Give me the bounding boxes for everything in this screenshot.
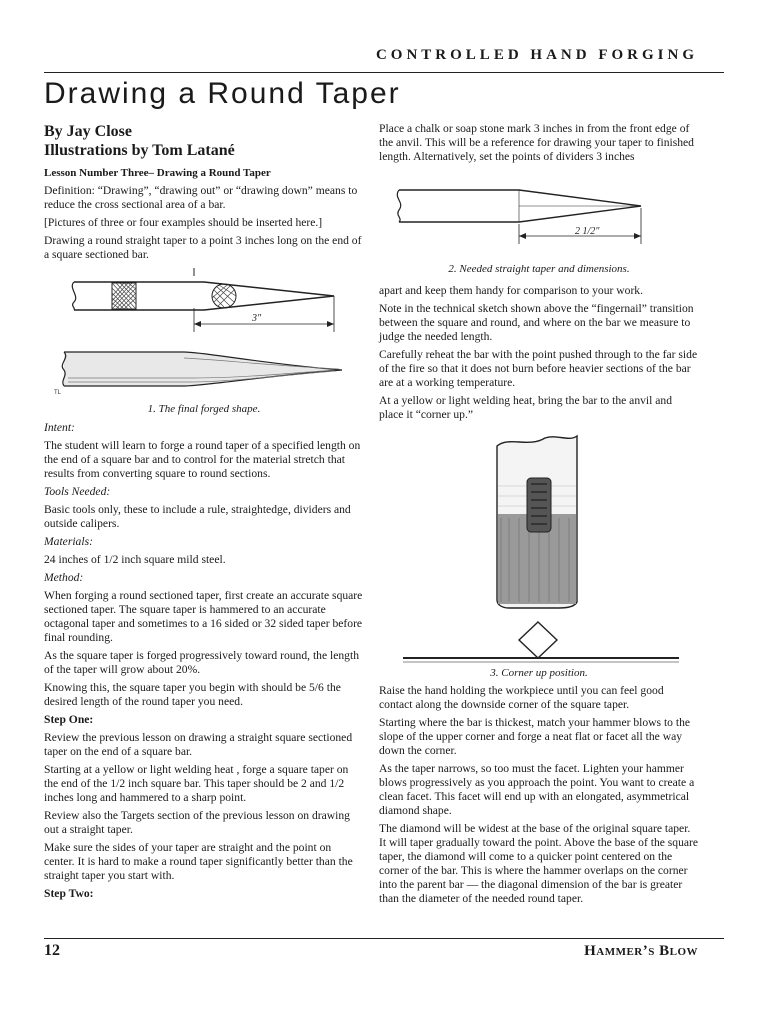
dividers-paragraph: apart and keep them handy for comparison to your work.	[379, 284, 644, 297]
page-number: 12	[44, 942, 60, 959]
magazine-name: Hammer’s Blow	[584, 943, 698, 959]
intent-paragraph: The student will learn to forge a round taper of a specified length on the end of a square bar and to control for the material stretch that results from converting square to round sections.	[44, 439, 361, 480]
forged-taper-illustration	[44, 268, 364, 398]
step-one-heading: Step One:	[44, 713, 94, 726]
figure-3-caption: 3. Corner up position.	[490, 667, 588, 679]
figure-1	[44, 262, 364, 417]
article-title: Drawing a Round Taper	[44, 77, 401, 110]
lesson-heading: Lesson Number Three– Drawing a Round Taper	[44, 167, 271, 179]
step-one-paragraph-3: Review also the Targets section of the previous lesson on drawing out a straight taper.	[44, 809, 350, 836]
corner-up-illustration	[379, 426, 699, 666]
running-head: CONTROLLED HAND FORGING	[375, 47, 698, 63]
fig2-dimension-label: 2 1/2"	[575, 226, 600, 237]
figure-2	[379, 164, 699, 280]
reheat-paragraph: Carefully reheat the bar with the point pushed through to the far side of the fire so that it does not burn before heavier sections of the bar are at a working temperature.	[379, 348, 698, 389]
footer-rule	[44, 938, 724, 939]
fingernail-paragraph: Note in the technical sketch shown above the “fingernail” transition between the square and round, and where on the bar we measure to judge the needed length.	[379, 302, 694, 343]
straight-taper-sketch	[379, 172, 699, 262]
corner-up-paragraph: At a yellow or light welding heat, bring the bar to the anvil and place it “corner up.”	[379, 394, 672, 421]
task-paragraph: Drawing a round straight taper to a point 3 inches long on the end of a square sectioned bar.	[44, 234, 362, 261]
definition-paragraph: Definition: “Drawing”, “drawing out” or “drawing down” means to reduce the cross sectional area of a bar.	[44, 184, 358, 211]
illustrator-byline: Illustrations by Tom Latané	[44, 142, 235, 159]
step-one-paragraph-2: Starting at a yellow or light welding heat , forge a square taper on the end of the 1/2 inch square bar. This taper should be 2 and 1/2 inches long and hammered to a sharp point.	[44, 763, 349, 804]
fig1-dimension-label: 3"	[252, 313, 262, 324]
figure-1-caption: 1. The final forged shape.	[147, 403, 261, 415]
chalk-mark-paragraph: Place a chalk or soap stone mark 3 inches in from the front edge of the anvil. This will be a reference for drawing your taper to finished length. Alternatively, set the points of dividers 3 inches	[379, 122, 694, 163]
placeholder-note: [Pictures of three or four examples should be inserted here.]	[44, 216, 323, 229]
tools-heading: Tools Needed:	[44, 485, 111, 498]
facet-paragraph: As the taper narrows, so too must the facet. Lighten your hammer blows progressively as you approach the point. You want to create a clean facet. This facet will end up with an elongated, asymmetrical diamond shape.	[379, 762, 695, 817]
method-paragraph-3: Knowing this, the square taper you begin with should be 5/6 the desired length of the round taper you need.	[44, 681, 341, 708]
step-two-heading: Step Two:	[44, 887, 94, 900]
step-one-paragraph-1: Review the previous lesson on drawing a straight square sectioned taper on the end of a square bar.	[44, 731, 353, 758]
raise-hand-paragraph: Raise the hand holding the workpiece until you can feel good contact along the downside corner of the square taper.	[379, 684, 664, 711]
materials-heading: Materials:	[44, 535, 93, 548]
intent-heading: Intent:	[44, 421, 75, 434]
tools-paragraph: Basic tools only, these to include a rule, straightedge, dividers and outside calipers.	[44, 503, 351, 530]
method-heading: Method:	[44, 571, 84, 584]
right-column	[379, 122, 699, 906]
left-column	[44, 122, 364, 901]
figure-3	[379, 422, 699, 680]
materials-paragraph: 24 inches of 1/2 inch square mild steel.	[44, 553, 226, 566]
hammer-blows-paragraph: Starting where the bar is thickest, match your hammer blows to the slope of the upper corner and forge a neat flat or facet all the way down the corner.	[379, 716, 691, 757]
method-paragraph-2: As the square taper is forged progressively toward round, the length of the taper will grow about 20%.	[44, 649, 359, 676]
header-rule	[44, 72, 724, 73]
figure-2-caption: 2. Needed straight taper and dimensions.	[448, 263, 630, 275]
svg-text:TL: TL	[54, 390, 62, 396]
diamond-paragraph: The diamond will be widest at the base of the original square taper. It will taper gradually toward the point. Above the base of the square taper, the diamond will come to a quicker point centered on the corner of the bar. This is where the hammer overlaps on the corner into the parent bar — the diagonal dimension of the bar is greater than the diameter of the needed round taper.	[379, 822, 699, 905]
method-paragraph-1: When forging a round sectioned taper, first create an accurate square sectioned taper. The square taper is hammered to an accurate octagonal taper and sometimes to a 16 sided or 32 sided taper before final rounding.	[44, 589, 363, 644]
author-byline: By Jay Close	[44, 123, 132, 140]
step-one-paragraph-4: Make sure the sides of your taper are straight and the point on center. It is hard to make a round taper significantly better than the straight taper you start with.	[44, 841, 353, 882]
